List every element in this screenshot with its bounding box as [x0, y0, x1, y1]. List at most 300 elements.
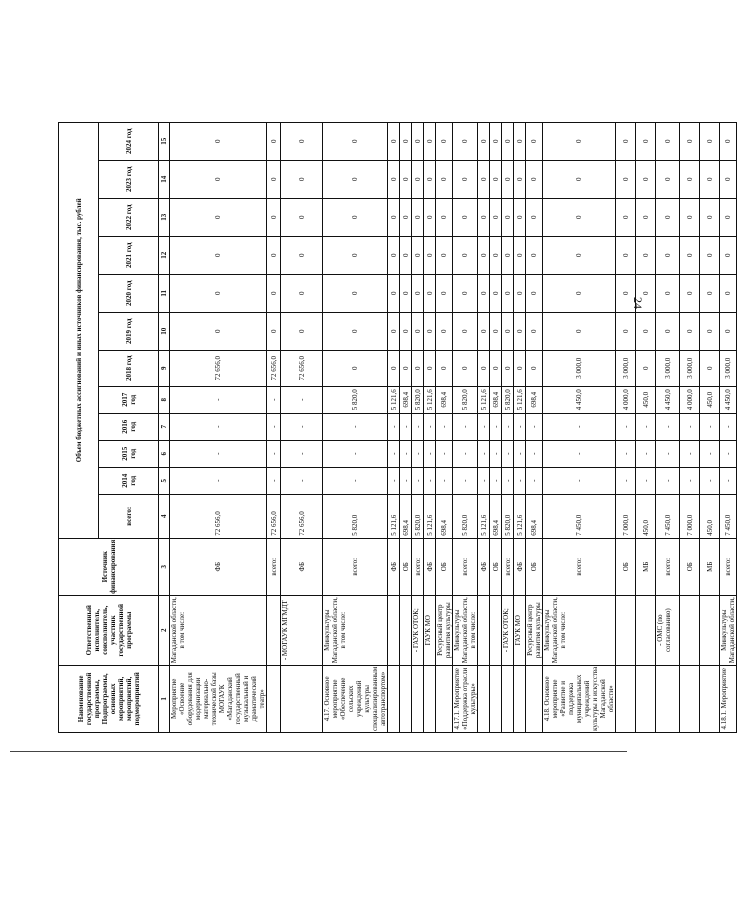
amount-year: 0: [490, 122, 502, 160]
amount-year: -: [680, 413, 700, 440]
amount-year: 0: [526, 236, 543, 274]
amount-year: 0: [436, 160, 453, 198]
header-year: 2023 год: [99, 160, 159, 198]
header-responsible: Ответственный исполнитель, соисполнитель, участник государственной программы: [59, 595, 159, 665]
amount-year: 0: [453, 160, 478, 198]
table-row: [700, 122, 720, 732]
amount-year: 4 450,0: [656, 386, 680, 413]
header-year: 2019 год: [99, 312, 159, 350]
amount-year: 0: [616, 236, 636, 274]
funding-source: ОБ: [400, 538, 412, 595]
amount-year: 0: [502, 160, 514, 198]
table-row: [281, 122, 323, 732]
amount-year: 0: [412, 350, 424, 386]
amount-year: 0: [502, 236, 514, 274]
table-row: [478, 122, 490, 732]
amount-year: 0: [514, 312, 526, 350]
activity-name: [616, 665, 636, 732]
amount-year: 0: [656, 236, 680, 274]
table-row: [388, 122, 400, 732]
amount-year: 0: [323, 122, 388, 160]
amount-year: 0: [388, 350, 400, 386]
amount-year: 0: [616, 198, 636, 236]
amount-year: 0: [680, 198, 700, 236]
table-row: [526, 122, 543, 732]
amount-year: 0: [478, 160, 490, 198]
amount-year: 0: [616, 274, 636, 312]
table-row: [636, 122, 656, 732]
activity-name: [478, 665, 490, 732]
amount-total: 698,4: [436, 494, 453, 538]
amount-year: 0: [526, 198, 543, 236]
amount-year: -: [478, 413, 490, 440]
responsible-party: - ОМС (по согласованию): [656, 595, 680, 665]
amount-year: -: [514, 440, 526, 467]
activity-name: 4.17. Основное мероприятие «Обеспечение сельских учреждений культуры специализированным автотранспортом»: [323, 666, 387, 731]
funding-source: ОБ: [680, 538, 700, 595]
table-row: [514, 122, 526, 732]
column-number: 7: [159, 413, 170, 440]
header-source: Источник финансирования: [59, 538, 159, 595]
amount-year: 0: [514, 236, 526, 274]
rotated-table-container: [58, 0, 736, 733]
header-year: 2014 год: [99, 467, 159, 494]
responsible-party: Ресурсный центр развития культуры: [526, 595, 543, 665]
amount-year: 0: [490, 160, 502, 198]
amount-year: 0: [412, 122, 424, 160]
amount-year: -: [526, 440, 543, 467]
amount-year: 0: [616, 122, 636, 160]
activity-name: [281, 665, 323, 732]
amount-year: -: [412, 413, 424, 440]
amount-year: 0: [281, 312, 323, 350]
amount-year: -: [720, 413, 737, 440]
amount-year: 0: [424, 350, 436, 386]
header-year: 2015 год: [99, 440, 159, 467]
amount-year: -: [281, 386, 323, 413]
header-year: 2024 год: [99, 122, 159, 160]
funding-source: ОБ: [436, 538, 453, 595]
amount-year: -: [436, 413, 453, 440]
amount-year: 0: [514, 198, 526, 236]
amount-year: -: [436, 440, 453, 467]
amount-year: 0: [656, 312, 680, 350]
responsible-party: [700, 595, 720, 665]
amount-year: -: [388, 440, 400, 467]
column-number: 10: [159, 312, 170, 350]
amount-year: -: [680, 467, 700, 494]
amount-year: 0: [490, 350, 502, 386]
amount-year: 0: [700, 312, 720, 350]
amount-year: 0: [636, 198, 656, 236]
amount-year: 0: [412, 274, 424, 312]
amount-year: 0: [424, 312, 436, 350]
amount-year: -: [700, 413, 720, 440]
amount-year: -: [424, 440, 436, 467]
amount-year: 0: [720, 274, 737, 312]
header-year: 2018 год: [99, 350, 159, 386]
amount-year: 450,0: [636, 386, 656, 413]
amount-year: 0: [323, 312, 388, 350]
amount-year: 0: [323, 274, 388, 312]
amount-year: -: [267, 386, 281, 413]
amount-year: 0: [720, 122, 737, 160]
amount-year: 0: [412, 160, 424, 198]
amount-year: 0: [700, 160, 720, 198]
amount-year: 450,0: [700, 386, 720, 413]
amount-year: 0: [453, 198, 478, 236]
amount-year: -: [636, 440, 656, 467]
amount-year: 0: [453, 312, 478, 350]
amount-year: -: [616, 440, 636, 467]
amount-year: -: [400, 413, 412, 440]
amount-year: -: [267, 440, 281, 467]
amount-year: 72 656,0: [281, 350, 323, 386]
amount-year: 0: [267, 160, 281, 198]
amount-year: 0: [424, 236, 436, 274]
amount-year: 698,4: [400, 386, 412, 413]
page-number: 24: [631, 297, 645, 309]
amount-year: 0: [170, 312, 267, 350]
amount-year: -: [267, 413, 281, 440]
amount-year: -: [514, 413, 526, 440]
amount-year: -: [526, 413, 543, 440]
column-number: 4: [159, 494, 170, 538]
responsible-party: Минкультуры Магаданской области,: [720, 597, 736, 664]
funding-source: ФБ: [281, 538, 323, 595]
responsible-party: [400, 595, 412, 665]
amount-year: 0: [656, 198, 680, 236]
table-row: [453, 122, 478, 732]
amount-year: 0: [436, 122, 453, 160]
header-year: 2020 год: [99, 274, 159, 312]
amount-year: 0: [490, 312, 502, 350]
amount-year: -: [170, 440, 267, 467]
amount-year: 0: [388, 236, 400, 274]
responsible-party: Минкультуры Магаданской области, в том числе:: [453, 597, 477, 664]
amount-year: 4 000,0: [680, 386, 700, 413]
amount-year: 3 000,0: [656, 350, 680, 386]
amount-year: 0: [453, 274, 478, 312]
table-row: [543, 122, 616, 732]
amount-total: 7 000,0: [680, 494, 700, 538]
column-number: 3: [159, 538, 170, 595]
funding-source: всего:: [656, 538, 680, 595]
funding-source: ОБ: [490, 538, 502, 595]
amount-total: 698,4: [526, 494, 543, 538]
amount-year: 5 820,0: [453, 386, 478, 413]
amount-year: 0: [720, 160, 737, 198]
amount-year: 0: [281, 122, 323, 160]
amount-year: 0: [267, 198, 281, 236]
responsible-party: Ресурсный центр развития культуры: [436, 595, 453, 665]
amount-year: 0: [436, 312, 453, 350]
amount-year: 0: [543, 236, 616, 274]
table-row: [436, 122, 453, 732]
amount-year: 0: [478, 198, 490, 236]
amount-year: 3 000,0: [616, 350, 636, 386]
activity-name: 4.17.1. Мероприятие «Поддержка отрасли культуры»: [453, 665, 478, 732]
amount-year: 0: [526, 274, 543, 312]
amount-total: 5 121,6: [424, 494, 436, 538]
amount-year: -: [453, 413, 478, 440]
amount-year: -: [388, 413, 400, 440]
amount-year: 5 121,6: [514, 386, 526, 413]
header-name: Наименование государственной программы, Подпрограммы, основных мероприятий, мероприятий, подмероприятий: [59, 665, 159, 732]
amount-year: 0: [656, 274, 680, 312]
amount-year: 0: [700, 274, 720, 312]
amount-year: 0: [543, 274, 616, 312]
table-row: [170, 122, 267, 732]
amount-year: 0: [526, 312, 543, 350]
amount-year: 0: [502, 198, 514, 236]
activity-name: 4.18.1. Мероприятие: [720, 665, 737, 732]
header-funding: Объем бюджетных ассигнований и иных источников финансирования, тыс. рублей: [59, 122, 99, 538]
amount-year: 0: [267, 312, 281, 350]
amount-year: 0: [680, 122, 700, 160]
amount-total: 5 820,0: [412, 494, 424, 538]
responsible-party: [490, 595, 502, 665]
funding-source: ФБ: [478, 538, 490, 595]
amount-year: -: [636, 413, 656, 440]
responsible-party: - ГАУК ОТОК;: [502, 595, 514, 665]
funding-source: МБ: [636, 538, 656, 595]
responsible-party: Минкультуры Магаданской области, в том числе:: [323, 595, 388, 665]
amount-year: 0: [400, 350, 412, 386]
responsible-party: - ГАУК ОТОК;: [412, 595, 424, 665]
table-row: [502, 122, 514, 732]
amount-total: 5 820,0: [323, 494, 388, 538]
amount-year: 0: [424, 198, 436, 236]
amount-year: 0: [543, 122, 616, 160]
funding-source: ОБ: [616, 538, 636, 595]
responsible-party: [616, 595, 636, 665]
header-total: всего:: [99, 494, 159, 538]
amount-year: 0: [656, 122, 680, 160]
amount-year: 0: [388, 122, 400, 160]
amount-year: 0: [636, 274, 656, 312]
activity-name: [267, 665, 281, 732]
amount-year: 4 450,0: [543, 386, 616, 413]
amount-total: 7 450,0: [656, 494, 680, 538]
amount-year: 0: [478, 312, 490, 350]
amount-total: 698,4: [400, 494, 412, 538]
amount-year: 0: [267, 274, 281, 312]
responsible-party: [267, 595, 281, 665]
amount-year: 0: [453, 122, 478, 160]
amount-year: -: [424, 413, 436, 440]
funding-source: всего:: [267, 538, 281, 595]
activity-name: [700, 665, 720, 732]
amount-year: -: [281, 440, 323, 467]
amount-year: 0: [400, 160, 412, 198]
amount-year: -: [656, 467, 680, 494]
amount-year: 3 000,0: [680, 350, 700, 386]
amount-year: 3 000,0: [543, 350, 616, 386]
funding-table-wrapper: [58, 122, 737, 733]
funding-source: всего:: [453, 538, 478, 595]
header-year: 2016 год: [99, 413, 159, 440]
amount-year: 72 656,0: [170, 350, 267, 386]
amount-year: 0: [680, 160, 700, 198]
funding-source: МБ: [700, 538, 720, 595]
amount-year: -: [680, 440, 700, 467]
amount-year: 0: [490, 236, 502, 274]
table-row: [424, 122, 436, 732]
activity-name: [424, 665, 436, 732]
amount-year: 0: [170, 198, 267, 236]
amount-year: 0: [388, 160, 400, 198]
amount-year: 0: [543, 160, 616, 198]
amount-year: -: [388, 467, 400, 494]
amount-year: -: [267, 467, 281, 494]
amount-year: -: [323, 467, 388, 494]
amount-total: 5 121,6: [514, 494, 526, 538]
amount-year: -: [323, 440, 388, 467]
responsible-party: - МОГАУК МГМДТ: [281, 595, 323, 665]
header-year: 2021 год: [99, 236, 159, 274]
table-row: [656, 122, 680, 732]
amount-year: -: [436, 467, 453, 494]
amount-year: -: [700, 440, 720, 467]
amount-year: 0: [478, 236, 490, 274]
amount-year: -: [490, 440, 502, 467]
amount-year: 0: [526, 160, 543, 198]
header-year: 2022 год: [99, 198, 159, 236]
amount-total: 5 121,6: [478, 494, 490, 538]
amount-year: 0: [281, 198, 323, 236]
column-number: 6: [159, 440, 170, 467]
amount-year: 0: [543, 312, 616, 350]
amount-year: 0: [680, 274, 700, 312]
amount-year: 3 000,0: [720, 350, 737, 386]
amount-year: -: [720, 440, 737, 467]
amount-year: 0: [526, 122, 543, 160]
amount-year: 0: [502, 274, 514, 312]
amount-year: 0: [636, 350, 656, 386]
amount-year: -: [526, 467, 543, 494]
amount-year: 0: [490, 274, 502, 312]
column-number: 8: [159, 386, 170, 413]
amount-total: 450,0: [636, 494, 656, 538]
activity-name: [490, 665, 502, 732]
amount-year: 0: [636, 122, 656, 160]
responsible-party: [478, 595, 490, 665]
responsible-party: [388, 595, 400, 665]
amount-year: 0: [636, 160, 656, 198]
amount-year: 0: [388, 312, 400, 350]
amount-year: 0: [388, 274, 400, 312]
amount-year: 698,4: [436, 386, 453, 413]
amount-year: 0: [424, 274, 436, 312]
table-row: [490, 122, 502, 732]
responsible-party: [680, 595, 700, 665]
amount-year: -: [170, 413, 267, 440]
activity-name: [514, 665, 526, 732]
funding-source: ФБ: [514, 538, 526, 595]
amount-year: 0: [514, 274, 526, 312]
amount-year: -: [281, 413, 323, 440]
amount-total: 698,4: [490, 494, 502, 538]
amount-year: -: [656, 413, 680, 440]
amount-year: -: [616, 467, 636, 494]
table-row: [680, 122, 700, 732]
column-number: 9: [159, 350, 170, 386]
amount-year: 0: [323, 236, 388, 274]
funding-source: ФБ: [424, 538, 436, 595]
amount-total: 72 656,0: [267, 494, 281, 538]
amount-year: 0: [436, 236, 453, 274]
amount-year: 4 450,0: [720, 386, 737, 413]
column-number: 14: [159, 160, 170, 198]
amount-year: -: [478, 440, 490, 467]
amount-year: -: [424, 467, 436, 494]
amount-year: 0: [700, 236, 720, 274]
amount-total: 7 450,0: [720, 494, 737, 538]
amount-total: 5 820,0: [453, 494, 478, 538]
page-divider: [10, 751, 627, 752]
amount-year: 5 121,6: [478, 386, 490, 413]
table-row: [616, 122, 636, 732]
amount-year: 0: [412, 198, 424, 236]
funding-source: всего:: [412, 538, 424, 595]
amount-year: 0: [267, 236, 281, 274]
column-number: 1: [159, 665, 170, 732]
amount-year: 0: [453, 350, 478, 386]
amount-year: -: [412, 440, 424, 467]
amount-year: 0: [281, 236, 323, 274]
activity-name: [526, 665, 543, 732]
amount-year: 0: [170, 236, 267, 274]
amount-year: 0: [680, 236, 700, 274]
amount-year: 0: [400, 198, 412, 236]
responsible-party: [636, 595, 656, 665]
column-number: 2: [159, 595, 170, 665]
amount-year: -: [720, 467, 737, 494]
amount-year: 0: [636, 312, 656, 350]
amount-year: 0: [616, 160, 636, 198]
amount-year: 0: [543, 198, 616, 236]
amount-year: 5 820,0: [323, 386, 388, 413]
amount-year: -: [616, 413, 636, 440]
table-row: [720, 122, 737, 732]
amount-year: 0: [400, 312, 412, 350]
amount-year: 0: [170, 122, 267, 160]
amount-year: -: [490, 413, 502, 440]
amount-year: 72 656,0: [267, 350, 281, 386]
amount-year: 0: [478, 350, 490, 386]
responsible-party: ГАУК МО: [514, 595, 526, 665]
amount-year: 0: [400, 236, 412, 274]
amount-total: 5 820,0: [502, 494, 514, 538]
funding-source: ФБ: [170, 538, 267, 595]
activity-name: 4.18. Основное мероприятие «Развитие и поддержка муниципальных учреждений культуры и искусства Магаданской области»: [543, 666, 615, 731]
amount-year: -: [656, 440, 680, 467]
amount-year: 0: [412, 236, 424, 274]
activity-name: Мероприятие «Освоение оборудования для модернизации материально-технической базы МОГАУК «Магаданский государственный музыкальный и драматический театр»: [170, 665, 267, 732]
amount-year: 0: [436, 274, 453, 312]
amount-year: 0: [502, 122, 514, 160]
amount-year: 0: [616, 312, 636, 350]
amount-year: -: [400, 440, 412, 467]
table-row: [400, 122, 412, 732]
amount-year: -: [543, 467, 616, 494]
amount-year: 0: [281, 160, 323, 198]
amount-year: 5 121,6: [424, 386, 436, 413]
amount-year: -: [281, 467, 323, 494]
amount-total: 450,0: [700, 494, 720, 538]
amount-year: 0: [424, 122, 436, 160]
